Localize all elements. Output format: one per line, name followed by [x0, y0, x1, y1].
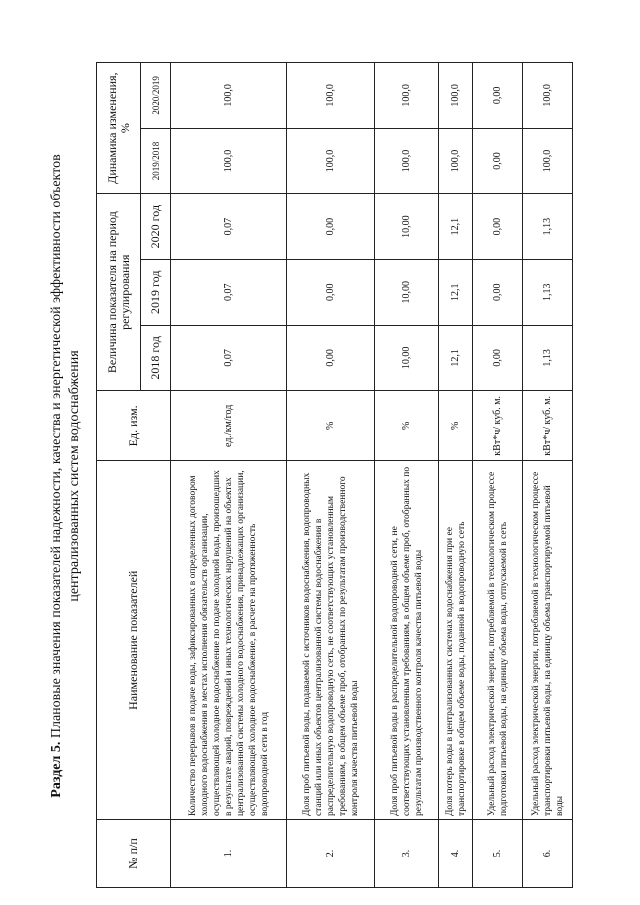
row-2020: 1,13	[523, 194, 573, 260]
section-label: Раздел 5.	[49, 741, 64, 798]
row-unit: %	[375, 391, 439, 461]
row-dyn-2019-2018: 100,0	[439, 128, 473, 194]
row-2019: 0,00	[287, 259, 375, 325]
rotated-page	[48, 56, 624, 896]
table-row	[171, 63, 287, 888]
row-unit: кВт*ч/ куб. м.	[523, 391, 573, 461]
indicators-table	[96, 62, 573, 888]
row-2020: 0,00	[287, 194, 375, 260]
row-dyn-2019-2018: 100,0	[287, 128, 375, 194]
row-dyn-2020-2019: 100,0	[439, 63, 473, 129]
row-dyn-2019-2018: 100,0	[523, 128, 573, 194]
header-unit: Ед. изм.	[97, 391, 171, 461]
row-num: 4.	[439, 820, 473, 888]
row-name: Удельный расход электрической энергии, потребляемой в технологическом процессе подготовки питьевой воды, на единицу объема воды, отпускаемой в сеть	[473, 461, 523, 820]
table-row	[473, 63, 523, 888]
header-2020: 2020 год	[141, 194, 171, 260]
row-2019: 12,1	[439, 259, 473, 325]
row-num: 1.	[171, 820, 287, 888]
header-2018: 2018 год	[141, 325, 171, 391]
row-2018: 12,1	[439, 325, 473, 391]
row-dyn-2019-2018: 100,0	[375, 128, 439, 194]
row-name: Удельный расход электрической энергии, потребляемой в технологическом процессе транспортировки питьевой воды, на единицу объема транспортируемой питьевой воды	[523, 461, 573, 820]
row-num: 6.	[523, 820, 573, 888]
row-unit: %	[439, 391, 473, 461]
row-unit: ед./км/год	[171, 391, 287, 461]
row-2018: 1,13	[523, 325, 573, 391]
table-row	[287, 63, 375, 888]
row-unit: кВт*ч/ куб. м.	[473, 391, 523, 461]
row-dyn-2020-2019: 100,0	[287, 63, 375, 129]
row-dyn-2020-2019: 0,00	[473, 63, 523, 129]
section-title: Плановые значения показателей надежности, качества и энергетической эффективности объектов	[49, 154, 64, 739]
row-dyn-2020-2019: 100,0	[523, 63, 573, 129]
row-2019: 10,00	[375, 259, 439, 325]
table-row	[375, 63, 439, 888]
row-name: Доля проб питьевой воды, подаваемой с источников водоснабжения, водопроводных станций или иных объектов централизованной системы водоснабжения в распределительную водопроводную сеть, не соответствующих установленным требованиям, в общем объеме проб, отобранных по результатам производственного контроля качества питьевой воды	[287, 461, 375, 820]
header-num: № п/п	[97, 820, 171, 888]
row-2019: 1,13	[523, 259, 573, 325]
row-2018: 0,00	[473, 325, 523, 391]
row-dyn-2019-2018: 0,00	[473, 128, 523, 194]
document-heading	[48, 56, 84, 896]
table-row	[523, 63, 573, 888]
row-2018: 0,07	[171, 325, 287, 391]
header-name: Наименование показателей	[97, 461, 171, 820]
row-name: Доля потерь воды в централизованных системах водоснабжения при ее транспортировке в общем объеме воды, поданной в водопроводную сеть	[439, 461, 473, 820]
row-num: 5.	[473, 820, 523, 888]
row-name: Доля проб питьевой воды в распределительной водопроводной сети, не соответствующих установленным требованиям, в общем объеме проб, отобранных по результатам производственного контроля качества питьевой воды	[375, 461, 439, 820]
header-2019: 2019 год	[141, 259, 171, 325]
row-dyn-2019-2018: 100,0	[171, 128, 287, 194]
row-dyn-2020-2019: 100,0	[375, 63, 439, 129]
row-2018: 0,00	[287, 325, 375, 391]
row-dyn-2020-2019: 100,0	[171, 63, 287, 129]
row-num: 2.	[287, 820, 375, 888]
row-unit: %	[287, 391, 375, 461]
header-dyn-2019-2018: 2019/2018	[141, 128, 171, 194]
row-name: Количество перерывов в подаче воды, зафиксированных в определенных договором холодного водоснабжения в местах исполнения обязательств организации, осуществляющей холодное водоснабжение по подаче холодной воды, произошедших в результате аварий, повреждений и иных технологических нарушений на объектах централизованной системы холодного водоснабжения, принадлежащих организации, осуществляющей холодное водоснабжение, в расчете на протяженность водопроводной сети в год	[171, 461, 287, 820]
header-dyn-2020-2019: 2020/2019	[141, 63, 171, 129]
row-2019: 0,00	[473, 259, 523, 325]
row-2019: 0,07	[171, 259, 287, 325]
row-2020: 0,00	[473, 194, 523, 260]
header-value-group: Величина показателя на период регулирования	[97, 194, 141, 391]
row-2020: 10,00	[375, 194, 439, 260]
row-2018: 10,00	[375, 325, 439, 391]
header-dynamics-group: Динамика изменения, %	[97, 63, 141, 194]
row-2020: 0,07	[171, 194, 287, 260]
row-2020: 12,1	[439, 194, 473, 260]
row-num: 3.	[375, 820, 439, 888]
table-row	[439, 63, 473, 888]
section-title-line2: централизованных систем водоснабжения	[67, 350, 82, 602]
